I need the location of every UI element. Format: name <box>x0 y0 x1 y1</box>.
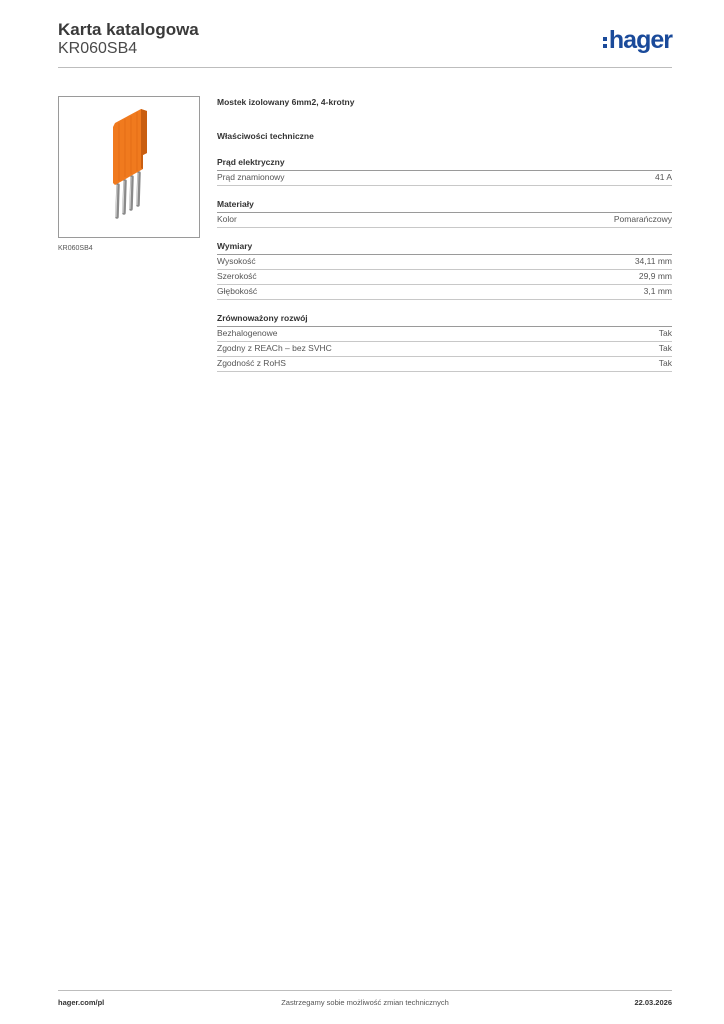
technical-properties-heading: Właściwości techniczne <box>217 131 314 141</box>
section-dimensions <box>217 240 672 300</box>
product-image <box>59 97 199 237</box>
property-value: 41 A <box>654 172 672 182</box>
logo-text: hager <box>608 26 672 54</box>
section-sustainability <box>217 312 672 372</box>
property-row <box>217 327 672 342</box>
property-value: Pomarańczowy <box>613 214 672 224</box>
website-link[interactable]: hager.com/pl <box>58 998 105 1007</box>
property-label: Wysokość <box>217 256 256 266</box>
footer-divider <box>58 990 672 991</box>
product-description: Mostek izolowany 6mm2, 4-krotny <box>217 97 355 107</box>
property-value: Tak <box>658 328 672 338</box>
page-footer <box>58 998 672 1010</box>
property-value: 34,11 mm <box>634 256 672 266</box>
logo-dots-icon <box>603 37 607 48</box>
section-title: Zrównoważony rozwój <box>217 312 672 327</box>
property-value: 3,1 mm <box>643 286 672 296</box>
section-electric-current <box>217 156 672 186</box>
hager-logo <box>603 28 672 53</box>
legal-notice: Zastrzegamy sobie możliwość zmian technicznych <box>281 998 449 1007</box>
page-header <box>58 20 672 70</box>
property-row <box>217 342 672 357</box>
property-value: 29,9 mm <box>638 271 672 281</box>
property-label: Zgodność z RoHS <box>217 358 286 368</box>
image-caption: KR060SB4 <box>58 245 93 252</box>
property-label: Prąd znamionowy <box>217 172 285 182</box>
property-value: Tak <box>658 343 672 353</box>
product-code: KR060SB4 <box>58 40 138 57</box>
property-label: Zgodny z REACh – bez SVHC <box>217 343 332 353</box>
property-value: Tak <box>658 358 672 368</box>
property-label: Szerokość <box>217 271 257 281</box>
header-divider <box>58 67 672 68</box>
section-title: Wymiary <box>217 240 672 255</box>
property-row <box>217 255 672 270</box>
property-label: Bezhalogenowe <box>217 328 278 338</box>
property-row <box>217 171 672 186</box>
section-materials <box>217 198 672 228</box>
product-image-frame <box>58 96 200 238</box>
property-label: Kolor <box>217 214 237 224</box>
section-title: Materiały <box>217 198 672 213</box>
product-details <box>217 96 672 372</box>
property-label: Głębokość <box>217 286 258 296</box>
property-row <box>217 357 672 372</box>
property-row <box>217 270 672 285</box>
property-row <box>217 213 672 228</box>
document-date: 22.03.2026 <box>634 998 672 1007</box>
section-title: Prąd elektryczny <box>217 156 672 171</box>
property-row <box>217 285 672 300</box>
document-title: Karta katalogowa <box>58 20 199 39</box>
